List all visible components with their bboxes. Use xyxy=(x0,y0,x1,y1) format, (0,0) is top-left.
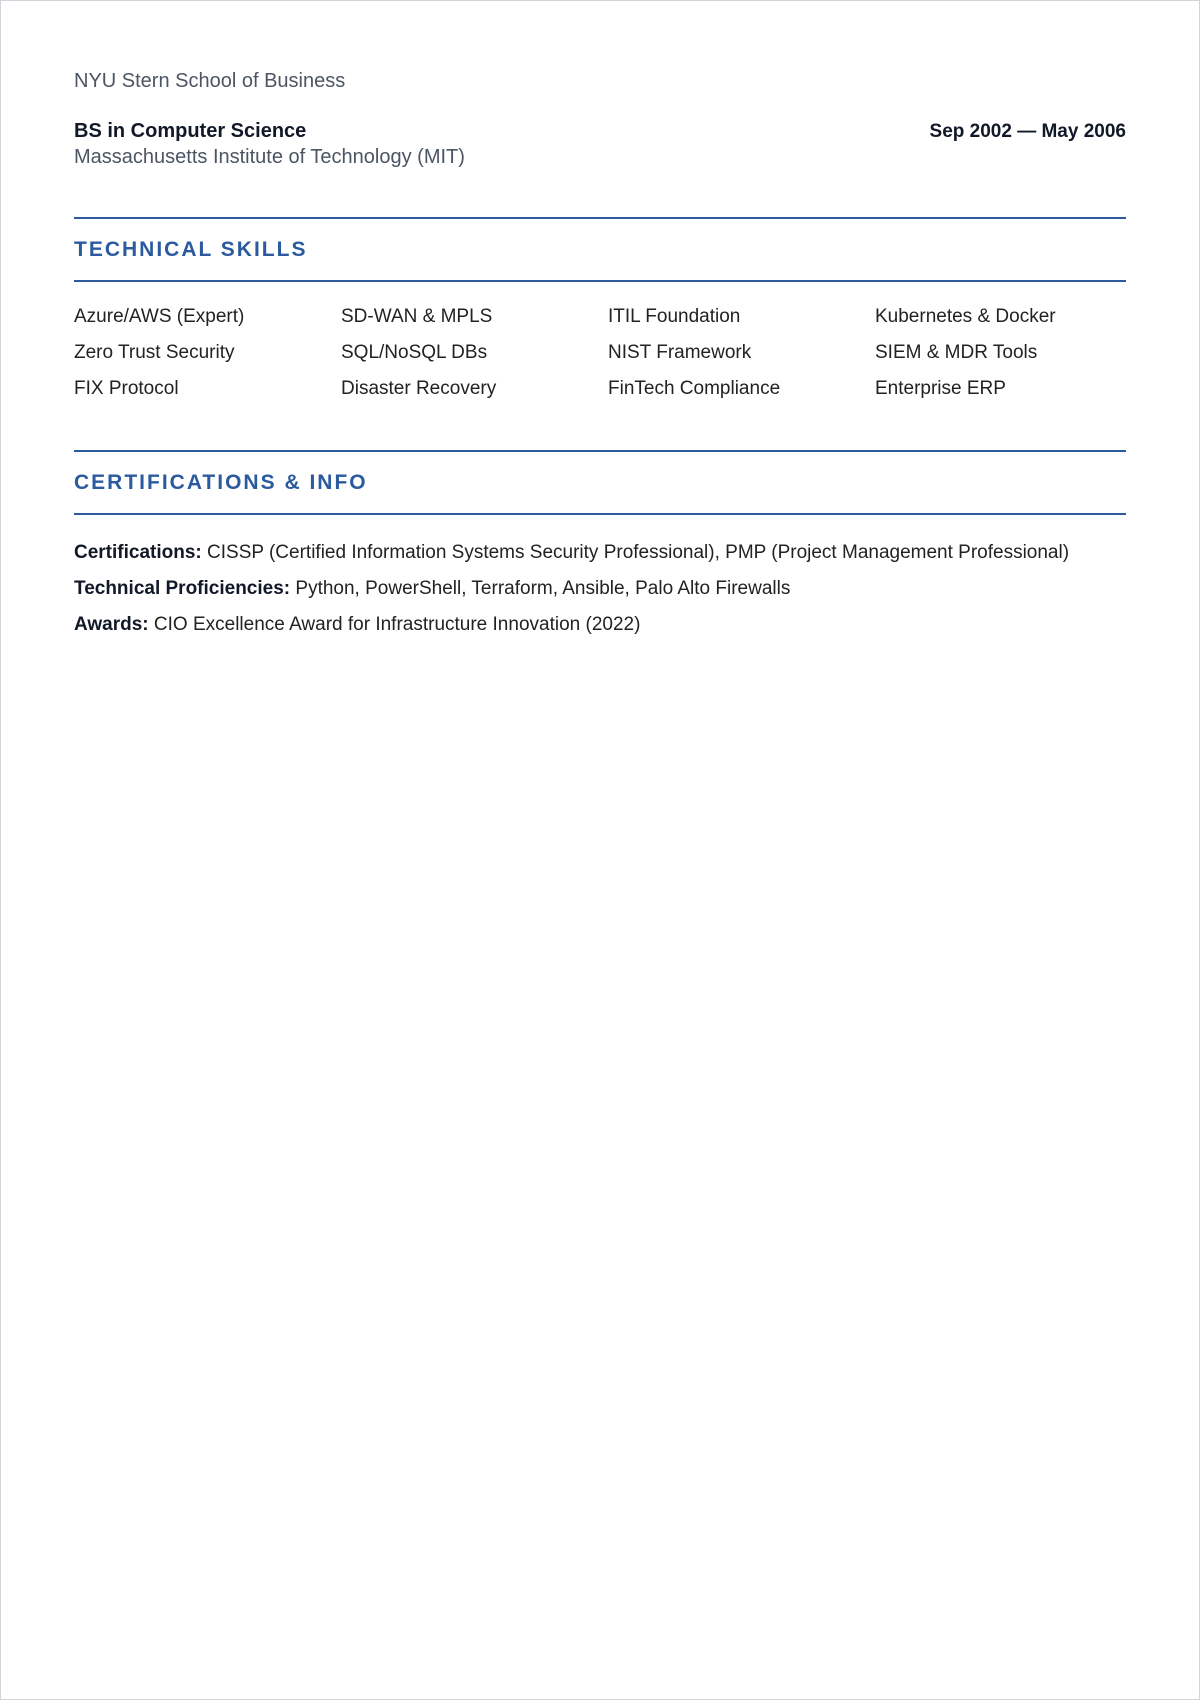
skill-item: Kubernetes & Docker xyxy=(875,306,1056,327)
technical-proficiencies-line xyxy=(74,575,1126,603)
section-title: TECHNICAL SKILLS xyxy=(74,238,308,261)
skill-item: SIEM & MDR Tools xyxy=(875,342,1038,363)
skill-item: Zero Trust Security xyxy=(74,342,235,363)
awards-line xyxy=(74,611,1126,639)
skill-item: SQL/NoSQL DBs xyxy=(341,342,488,363)
education-entry-header xyxy=(74,117,1126,146)
skill-item: FIX Protocol xyxy=(74,378,179,399)
skill-item: NIST Framework xyxy=(608,342,752,363)
education-dates: Sep 2002 — May 2006 xyxy=(929,121,1126,142)
education-entry xyxy=(74,117,1126,170)
skill-item: Enterprise ERP xyxy=(875,378,1006,399)
skill-item: SD-WAN & MPLS xyxy=(341,306,493,327)
skill-item: ITIL Foundation xyxy=(608,306,741,327)
skill-item: Azure/AWS (Expert) xyxy=(74,306,245,327)
awards-value: CIO Excellence Award for Infrastructure Innovation (2022) xyxy=(148,614,641,635)
certifications-label: Certifications: xyxy=(74,542,202,563)
certifications-value: CISSP (Certified Information Systems Security Professional), PMP (Project Management Professional) xyxy=(201,542,1070,563)
skills-grid xyxy=(74,303,1126,403)
certifications-info-section xyxy=(74,450,1126,639)
skill-item: FinTech Compliance xyxy=(608,378,781,399)
awards-label: Awards: xyxy=(74,614,149,635)
skill-item: Disaster Recovery xyxy=(341,378,497,399)
previous-school: NYU Stern School of Business xyxy=(74,70,346,92)
section-divider-bottom xyxy=(74,280,1126,282)
institution-name: Massachusetts Institute of Technology (MIT) xyxy=(74,146,465,168)
degree-title: BS in Computer Science xyxy=(74,120,307,142)
section-title: CERTIFICATIONS & INFO xyxy=(74,471,368,494)
certifications-line xyxy=(74,539,1126,567)
section-divider-bottom xyxy=(74,513,1126,515)
technical-proficiencies-value: Python, PowerShell, Terraform, Ansible, Palo Alto Firewalls xyxy=(290,578,791,599)
technical-skills-section xyxy=(74,217,1126,403)
technical-proficiencies-label: Technical Proficiencies: xyxy=(74,578,291,599)
info-list xyxy=(74,539,1126,639)
